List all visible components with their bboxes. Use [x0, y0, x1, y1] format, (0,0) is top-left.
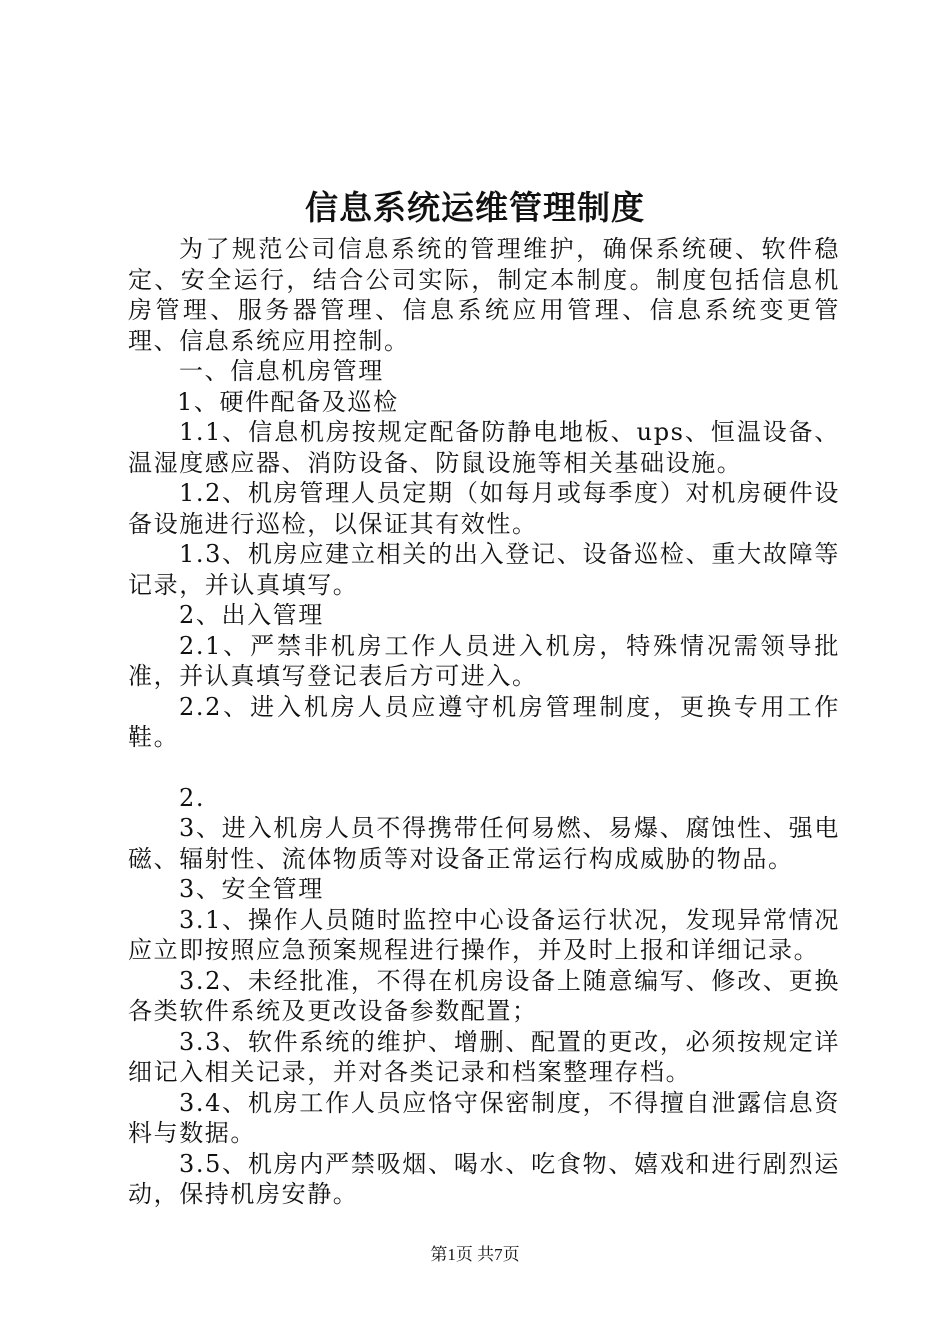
paragraph-2-2: 2.2、进入机房人员应遵守机房管理制度，更换专用工作鞋。 — [128, 692, 840, 751]
paragraph-3-3: 3.3、软件系统的维护、增删、配置的更改，必须按规定详细记入相关记录，并对各类记录和档案整理存档。 — [128, 1027, 840, 1086]
page-footer: 第1页 共7页 — [430, 1245, 520, 1264]
paragraph-1-2: 1.2、机房管理人员定期（如每月或每季度）对机房硬件设备设施进行巡检，以保证其有效性。 — [128, 479, 840, 538]
paragraph-2-fragment: 2. — [179, 783, 206, 812]
paragraph-3-1: 3.1、操作人员随时监控中心设备运行状况，发现异常情况应立即按照应急预案规程进行操作，并及时上报和详细记录。 — [128, 905, 840, 964]
subsection-heading-1: 1、硬件配备及巡检 — [177, 387, 399, 416]
subsection-heading-2: 2、出入管理 — [179, 601, 324, 629]
subsection-heading-3: 3、安全管理 — [179, 875, 324, 903]
section-heading-1: 一、信息机房管理 — [179, 357, 384, 385]
paragraph-3-5: 3.5、机房内严禁吸烟、喝水、吃食物、嬉戏和进行剧烈运动，保持机房安静。 — [128, 1149, 840, 1208]
blank-line — [128, 753, 840, 783]
paragraph-1-3: 1.3、机房应建立相关的出入登记、设备巡检、重大故障等记录，并认真填写。 — [128, 540, 840, 599]
paragraph-1-1: 1.1、信息机房按规定配备防静电地板、ups、恒温设备、温湿度感应器、消防设备、防鼠设施等相关基础设施。 — [128, 418, 840, 477]
paragraph-2-1: 2.1、严禁非机房工作人员进入机房，特殊情况需领导批准，并认真填写登记表后方可进入。 — [128, 631, 840, 690]
intro-paragraph: 为了规范公司信息系统的管理维护，确保系统硬、软件稳定、安全运行，结合公司实际，制定本制度。制度包括信息机房管理、服务器管理、信息系统应用管理、信息系统变更管理、信息系统应用控制。 — [128, 235, 840, 355]
paragraph-3-2: 3.2、未经批准，不得在机房设备上随意编写、修改、更换各类软件系统及更改设备参数配置； — [128, 966, 840, 1025]
paragraph-2-3: 3、进入机房人员不得携带任何易燃、易爆、腐蚀性、强电磁、辐射性、流体物质等对设备正常运行构成威胁的物品。 — [128, 814, 840, 873]
paragraph-3-4: 3.4、机房工作人员应恪守保密制度，不得擅自泄露信息资料与数据。 — [128, 1088, 840, 1147]
document-body — [128, 234, 840, 1210]
document-title: 信息系统运维管理制度 — [305, 188, 645, 227]
